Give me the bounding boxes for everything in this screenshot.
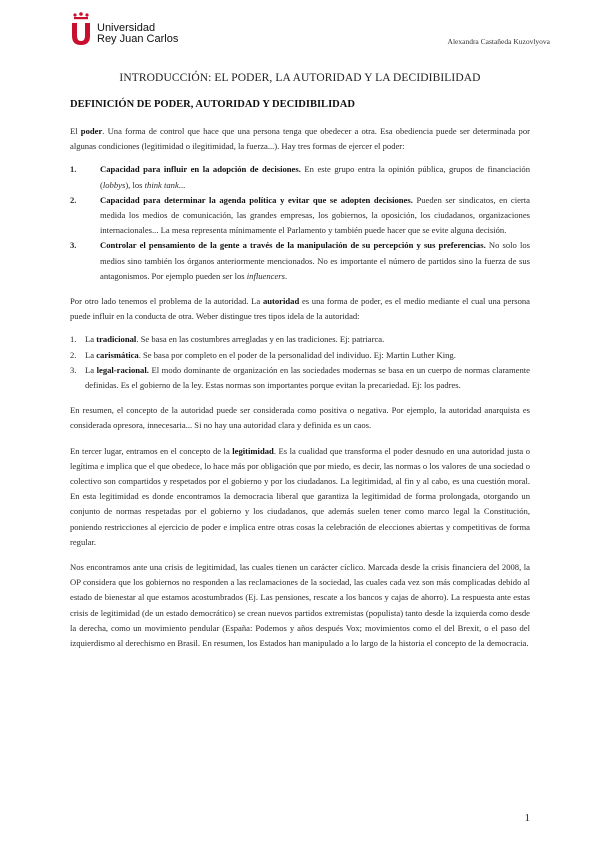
text-span: La <box>85 334 97 345</box>
document-title: INTRODUCCIÓN: EL PODER, LA AUTORIDAD Y LA DECIDIBILIDAD <box>119 72 481 84</box>
forms-of-power-list <box>70 162 530 284</box>
text-span: Por otro lado tenemos el problema de la autoridad. La <box>70 296 263 307</box>
list-number: 3. <box>70 364 77 375</box>
list-item-heading: Controlar el pensamiento de la gente a través de la manipulación de su percepción y sus preferencias. <box>100 240 486 251</box>
text-span: El <box>70 126 81 136</box>
list-item <box>70 332 530 347</box>
list-item <box>70 162 530 192</box>
text-span: En este grupo entra la opinión pública, grupos de financiación ( <box>100 164 530 190</box>
paragraph-summary-authority: En resumen, el concepto de la autoridad puede ser considerada como positiva o negativa. Por ejemplo, la autoridad anarquista es considerada opresora, innecesaria... Si no hay una autoridad clara y definida es un caos. <box>70 405 530 431</box>
page-header <box>70 10 550 50</box>
list-number: 3. <box>70 240 77 251</box>
authority-types-list <box>70 332 530 393</box>
list-number: 2. <box>70 194 77 205</box>
term-autoridad: autoridad <box>262 296 300 307</box>
page-number: 1 <box>524 812 530 824</box>
paragraph-crisis: Nos encontramos ante una crisis de legitimidad, las cuales tienen un carácter cíclico. Marcada desde la crisis financiera del 2008, la OP considera que los gobiernos no responden a las reclamaciones de la sociedad, las cuales cada vez son más complicadas debido al estado de bienestar al que estamos acostumbrados (Ej. Las pensiones, rescate a los bancos y cajas de ahorro). La respuesta ante estas crisis de legitimidad (de un estado democrático) se crean nuevos partidos extremistas (populista) tanto desde la izquierda como desde la derecha, como un movimiento pendular (España: Podemos y años después Vox; movimientos como el del Brexit, o el paso del izquierdismo al derechismo en Brasil. En resumen, los Estados han manipulado a lo largo de la historia el concepto de la democracia. <box>70 562 530 649</box>
paragraph-poder <box>70 124 530 154</box>
text-span: ), los <box>125 179 145 190</box>
authority-type: tradicional <box>96 334 137 345</box>
university-crest-icon <box>70 12 92 46</box>
list-item <box>70 193 530 239</box>
document-body <box>70 124 530 651</box>
text-span: La <box>85 364 97 375</box>
university-name-line1: Universidad <box>97 22 156 34</box>
italic-term: lobbys <box>102 179 126 190</box>
text-span: No solo los medios sino también los órganos anteriormente mencionados. No es importante el número de partidos sino la fuerza de sus antagonismos. Por ejemplo pueden ser los <box>100 240 531 281</box>
text-span: . Una forma de control que hace que una persona tenga que obedecer a otra. Esa obediencia puede ser determinada por algunas condiciones (legitimidad o ilegitimidad, la fuerza...). Hay tres formas de ejercer el poder: <box>70 126 530 152</box>
section-heading: DEFINICIÓN DE PODER, AUTORIDAD Y DECIDIBILIDAD <box>70 99 355 110</box>
author-name: Alexandra Castañeda Kuzovlyova <box>447 37 550 46</box>
list-item-heading: Capacidad para determinar la agenda política y evitar que se adopten decisiones. <box>100 194 413 205</box>
list-number: 1. <box>70 334 77 345</box>
university-name <box>97 23 178 45</box>
list-number: 2. <box>70 349 77 360</box>
italic-term: think tank <box>144 179 179 190</box>
text-span: . <box>284 270 288 281</box>
text-span: . Se basa por completo en el poder de la personalidad del individuo. Ej: Martin Luther King. <box>138 349 456 360</box>
paragraph-autoridad <box>70 294 530 324</box>
authority-type: legal-racional. <box>96 364 149 375</box>
list-item <box>70 363 530 393</box>
text-span: En tercer lugar, entramos en el concepto de la <box>70 445 233 456</box>
university-logo <box>70 10 190 50</box>
text-span: . Se basa en las costumbres arregladas y en las tradiciones. Ej: patriarca. <box>136 334 385 345</box>
text-span: . Es la cualidad que transforma el poder desnudo en una autoridad justa o legítima e implica que el que obedece, lo hace más por obligación que por miedo, es decir, las normas o los valores de una sociedad o colectivo son compartidos y respetados por el gobierno y por los ciudadanos. La legitimidad, al fin y al cabo, es una cuestión moral. En esta legitimidad es donde encontramos la democracia liberal que garantiza la legitimidad de forma prolongada, otorgando un conjunto de normas respetadas por el gobierno y los ciudadanos, que además suelen tener como marco legal la Constitución, poniendo restricciones al ejercicio de poder e implica entre otras cosas la celebración de elecciones abiertas y competitivas de forma regular. <box>70 445 530 547</box>
list-item-heading: Capacidad para influir en la adopción de decisiones. <box>100 164 301 175</box>
term-legitimidad: legitimidad <box>232 445 274 456</box>
paragraph-legitimidad <box>70 444 530 550</box>
authority-type: carismática <box>96 349 139 360</box>
text-span: Pueden ser sindicatos, en cierta medida los medios de comunicación, las grandes empresas, los gobiernos, la oposición, los ciudadanos, organizaciones internacionales... La mesa representa mínimamente el Parlamento y también puede hacer que se evite alguna decisión. <box>100 194 530 236</box>
text-span: ... <box>178 179 186 190</box>
text-span: El modo dominante de organización en las sociedades modernas se basa en un cuerpo de normas claramente definidas. Es el gobierno de la ley. Estas normas son importantes porque evitan la precariedad. Ej: los padres. <box>85 364 530 391</box>
list-item <box>70 348 530 363</box>
list-number: 1. <box>70 164 77 175</box>
list-item <box>70 238 530 284</box>
term-poder: poder <box>80 126 103 136</box>
text-span: La <box>85 349 97 360</box>
text-span: es una forma de poder, es el medio mediante el cual una persona puede influir en la conducta de otra. Weber distingue tres tipos idela de la autoridad: <box>70 296 530 322</box>
university-name-line2: Rey Juan Carlos <box>97 33 179 45</box>
italic-term: influencers <box>246 270 285 281</box>
